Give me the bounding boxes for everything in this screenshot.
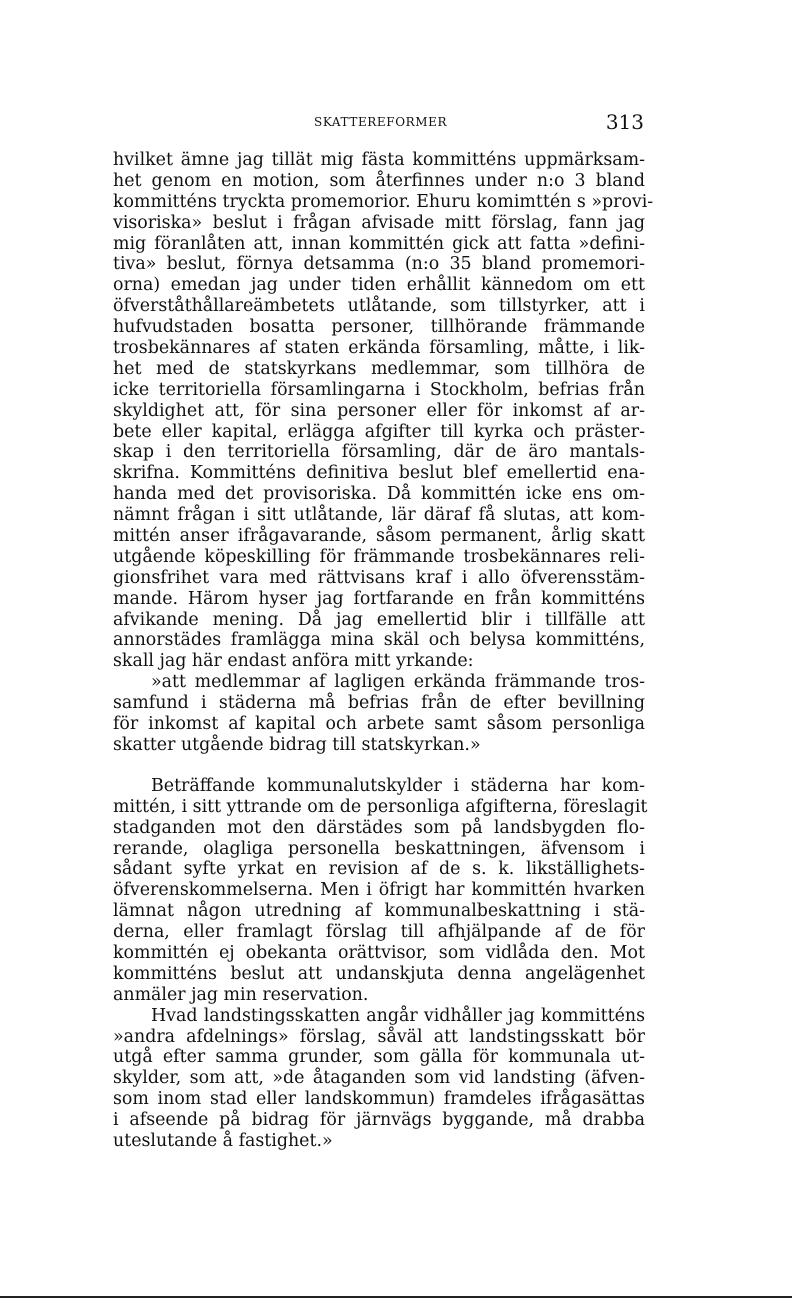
- text-line: mig föranlåten att, innan kommittén gick att fatta »defini-: [113, 233, 645, 254]
- text-line: handa med det provisoriska. Då kommittén icke ens om-: [113, 484, 645, 505]
- text-line: »andra afdelnings» förslag, såväl att landstingsskatt bör: [113, 1026, 645, 1047]
- text-line: lämnat någon utredning af kommunalbeskattning i stä-: [113, 901, 645, 922]
- text-line: Beträffande kommunalutskylder i städerna har kom-: [151, 775, 645, 796]
- text-line: Hvad landstingsskatten angår vidhåller jag kommitténs: [151, 1005, 645, 1026]
- text-line: »att medlemmar af lagligen erkända främmande tros-: [151, 672, 645, 693]
- text-line: kommitténs tryckta promemorior. Ehuru komimttén s »provi-: [113, 191, 654, 212]
- text-line: sådant syfte yrkat en revision af de s. k. likställighets-: [113, 859, 645, 880]
- text-line: för inkomst af kapital och arbete samt såsom personliga: [113, 714, 645, 735]
- text-line: orna) emedan jag under tiden erhållit kännedom om ett: [113, 275, 645, 296]
- text-line: icke territoriella församlingarna i Stockholm, befrias från: [113, 379, 645, 400]
- text-line: trosbekännares af staten erkända församling, måtte, i lik-: [113, 338, 645, 359]
- text-line: samfund i städerna må befrias från de efter bevillning: [113, 693, 645, 714]
- text-line: utgående köpeskilling för främmande trosbekännares reli-: [113, 546, 645, 567]
- text-line: skall jag här endast anföra mitt yrkande:: [113, 651, 474, 672]
- text-line: kommittén ej obekanta orättvisor, som vidlåda den. Mot: [113, 942, 645, 963]
- text-line: skatter utgående bidrag till statskyrkan.»: [113, 734, 481, 755]
- text-line: mittén, i sitt yttrande om de personliga afgifterna, föreslagit: [113, 796, 648, 817]
- text-line: i afseende på bidrag för järnvägs byggande, må drabba: [113, 1110, 645, 1131]
- paragraph-gap: [113, 756, 645, 776]
- text-line: hufvudstaden bosatta personer, tillhörande främmande: [113, 317, 645, 338]
- body-text: [113, 150, 654, 1152]
- scan-edge-rule: [0, 1296, 792, 1298]
- text-line: skap i den territoriella församling, där de äro mantals-: [113, 442, 645, 463]
- text-line: gionsfrihet vara med rättvisans kraf i allo öfverensstäm-: [113, 567, 645, 588]
- text-line: annorstädes framlägga mina skäl och belysa kommitténs,: [113, 630, 645, 651]
- paragraph-county-tax: [113, 1006, 645, 1152]
- text-line: uteslutande å fastighet.»: [113, 1130, 333, 1151]
- text-line: öfverenskommelserna. Men i öfrigt har kommittén hvarken: [113, 880, 645, 901]
- text-line: skylder, som att, »de åtaganden som vid landsting (äfven-: [113, 1068, 645, 1089]
- text-line: het genom en motion, som återfinnes under n:o 3 bland: [113, 170, 645, 191]
- text-line: bete eller kapital, erlägga afgifter till kyrka och präster-: [113, 421, 645, 442]
- text-line: rerande, olagliga personella beskattningen, äfvensom i: [113, 838, 645, 859]
- page-header: [0, 110, 792, 134]
- text-line: skrifna. Kommitténs definitiva beslut blef emellertid ena-: [113, 463, 645, 484]
- running-title: SKATTEREFORMER: [314, 115, 448, 129]
- text-line: het med de statskyrkans medlemmar, som tillhöra de: [113, 358, 645, 379]
- text-line: nämnt frågan i sitt utlåtande, lär däraf få slutas, att kom-: [113, 505, 645, 526]
- text-line: stadganden mot den därstädes som på landsbygden flo-: [113, 817, 645, 838]
- text-line: visoriska» beslut i frågan afvisade mitt förslag, fann jag: [113, 212, 645, 233]
- text-line: mittén anser ifrågavarande, såsom permanent, årlig skatt: [113, 526, 645, 547]
- text-line: utgå efter samma grunder, som gälla för kommunala ut-: [113, 1047, 645, 1068]
- paragraph-motion-quote: [113, 672, 645, 756]
- text-line: afvikande mening. Då jag emellertid blir i tillfälle att: [113, 609, 645, 630]
- text-line: som inom stad eller landskommun) framdeles ifrågasättas: [113, 1089, 645, 1110]
- text-line: skyldighet att, för sina personer eller för inkomst af ar-: [113, 400, 645, 421]
- text-line: öfverståthållareämbetets utlåtande, som tillstyrker, att i: [113, 296, 645, 317]
- text-line: kommitténs beslut att undanskjuta denna angelägenhet: [113, 963, 645, 984]
- paragraph-municipal-taxes: [113, 775, 648, 1006]
- paragraph-reservation-religious: [113, 150, 654, 672]
- text-line: mande. Härom hyser jag fortfarande en från kommitténs: [113, 588, 645, 609]
- text-line: derna, eller framlagt förslag till afhjälpande af de för: [113, 922, 645, 943]
- text-line: hvilket ämne jag tillät mig fästa kommitténs uppmärksam-: [113, 150, 645, 170]
- page-number: 313: [605, 110, 644, 134]
- text-line: tiva» beslut, förnya detsamma (n:o 35 bland promemori-: [113, 254, 645, 275]
- text-line: anmäler jag min reservation.: [113, 984, 369, 1005]
